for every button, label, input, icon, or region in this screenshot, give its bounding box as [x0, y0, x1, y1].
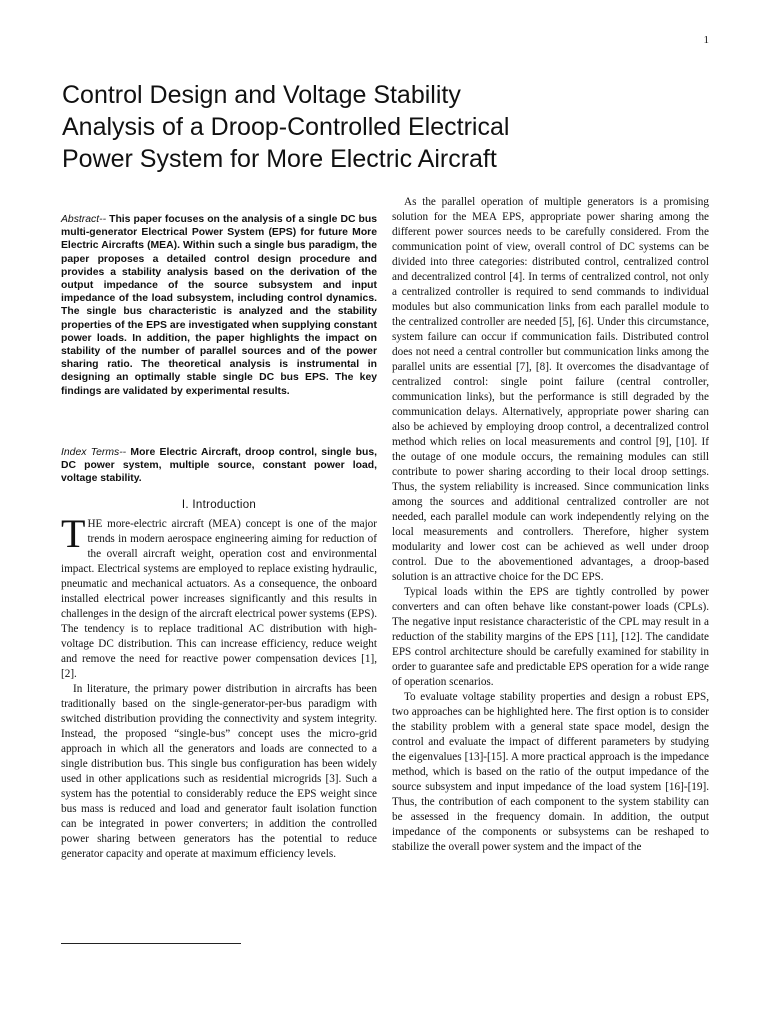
drop-cap: T [61, 511, 86, 556]
section-heading: I. Introduction [181, 499, 257, 511]
paper-title [62, 79, 510, 189]
title-line-1: Control Design and Voltage Stability [62, 81, 461, 109]
right-paragraph-3: To evaluate voltage stability properties and design a robust EPS, two approaches can be highlighted here. The first option is to consider the stability problem with a general state space model, design the control and evaluate the impact of different parameters by studying the eigenvalues [13]-[15]. A more practical approach is the impedance method, which is based on the ratio of the output impedance of the source subsystem and input impedance of the load system [16]-[19]. Thus, the contribution of each component to the system stability can be assessed in the frequency domain. In addition, the output impedance of the components or subsystems can be reshaped to stabilize the overall power system and the impact of the [392, 691, 709, 853]
intro-paragraph-1 [61, 511, 377, 682]
index-terms-lead: Index Terms-- [61, 447, 127, 458]
index-terms [61, 446, 377, 486]
right-paragraph-1: As the parallel operation of multiple generators is a promising solution for the MEA EPS, appropriate power sharing among the different power sources needs to be carefully considered. From the communication point of view, overall control of DC systems can be divided into three categories: distributed control, centralized control and decentralized control [4]. In terms of centralized control, not only a centralized controller is required to send commands to individual modules but also communication links from each parallel module to the centralized controller are needed [5], [6]. Under this circumstance, system failure can occur if communication fails. Distributed control does not need a central controller but communication links among the parallel units are essential [7], [8]. It overcomes the disadvantage of centralized control: single point failure (central controller, communication links), but the performance is still degraded by the communication delays. Alternatively, appropriate power sharing can also be achieved by employing droop control, a decentralized control method which relies on local measurements and control [9], [10]. If the outage of one module occurs, the remaining modules can still contribute to power sharing according to their local droop settings. Thus, the system reliability is increased. Since communication links among the sources and additional centralized controller are not needed, each parallel module can work independently relying on the local measurements and controllers. Therefore, higher system modularity and lower cost can be achieved as well under droop control. Due to the abovementioned advantages, a droop-based solution is an attractive choice for the DC EPS. [392, 196, 709, 583]
index-terms-text: More Electric Aircraft, droop control, single bus, DC power system, multiple source, constant power load, voltage stability. [61, 447, 377, 485]
title-line-3: Power System for More Electric Aircraft [62, 145, 497, 173]
right-column [392, 195, 709, 855]
intro-paragraph-1-text: HE more-electric aircraft (MEA) concept is one of the major trends in modern aerospace engineering aiming for reduction of the overall aircraft weight, operation cost and environmental impact. Electrical systems are employed to replace existing hydraulic, pneumatic and mechanical actuators. As a consequence, the onboard installed electrical power increases significantly and this results in challenges in the design of the aircraft electrical power systems (EPS). The tendency is to replace traditional AC distribution with high-voltage DC distribution. This can increase efficiency, reduce weight and remove the need for reactive power compensation devices [1], [2]. [61, 518, 377, 680]
abstract-text: This paper focuses on the analysis of a single DC bus multi-generator Electrical Power System (EPS) for future More Electric Aircrafts (MEA). Within such a single bus paradigm, the paper proposes a detailed control design procedure and provides a stability analysis based on the derivation of the output impedance of the source subsystem and input impedance of the load subsystem, including control dynamics. The single bus characteristic is analyzed and the stability properties of the EPS are investigated when supplying constant power loads. In addition, the paper highlights the impact on stability of the number of parallel sources and of the power sharing ratio. The theoretical analysis is instrumental in designing an optimally stable single DC bus EPS. The key findings are validated by experimental results. [61, 214, 377, 397]
title-line-2: Analysis of a Droop-Controlled Electrical [62, 113, 510, 141]
intro-column [61, 511, 377, 862]
abstract-lead: Abstract-- [61, 214, 107, 225]
right-paragraph-2: Typical loads within the EPS are tightly controlled by power converters and can often behave like constant-power loads (CPLs). The negative input resistance characteristic of the CPL may result in a reduction of the stability margins of the EPS [11], [12]. The candidate EPS control architecture should be carefully examined for stability in order to guarantee safe and predictable EPS operation for a wide range of operation scenarios. [392, 586, 709, 688]
footnote-rule [61, 943, 241, 944]
abstract [61, 213, 377, 398]
intro-paragraph-2: In literature, the primary power distribution in aircrafts has been traditionally based on the single-generator-per-bus paradigm with switched distribution providing the connectivity and system integrity. Instead, the proposed “single-bus” concept uses the micro-grid approach in which all the generators and loads are connected to a single distribution bus. This single bus configuration has been widely used in other applications such as residential microgrids [3]. Such a system has the potential to considerably reduce the EPS weight since bus mass is reduced and load and generator fault isolation function can be integrated in power converters; in addition the controlled power sharing between generators has the potential to reduce generator capacity and operate at maximum efficiency levels. [61, 683, 377, 860]
page-number: 1 [703, 34, 709, 46]
